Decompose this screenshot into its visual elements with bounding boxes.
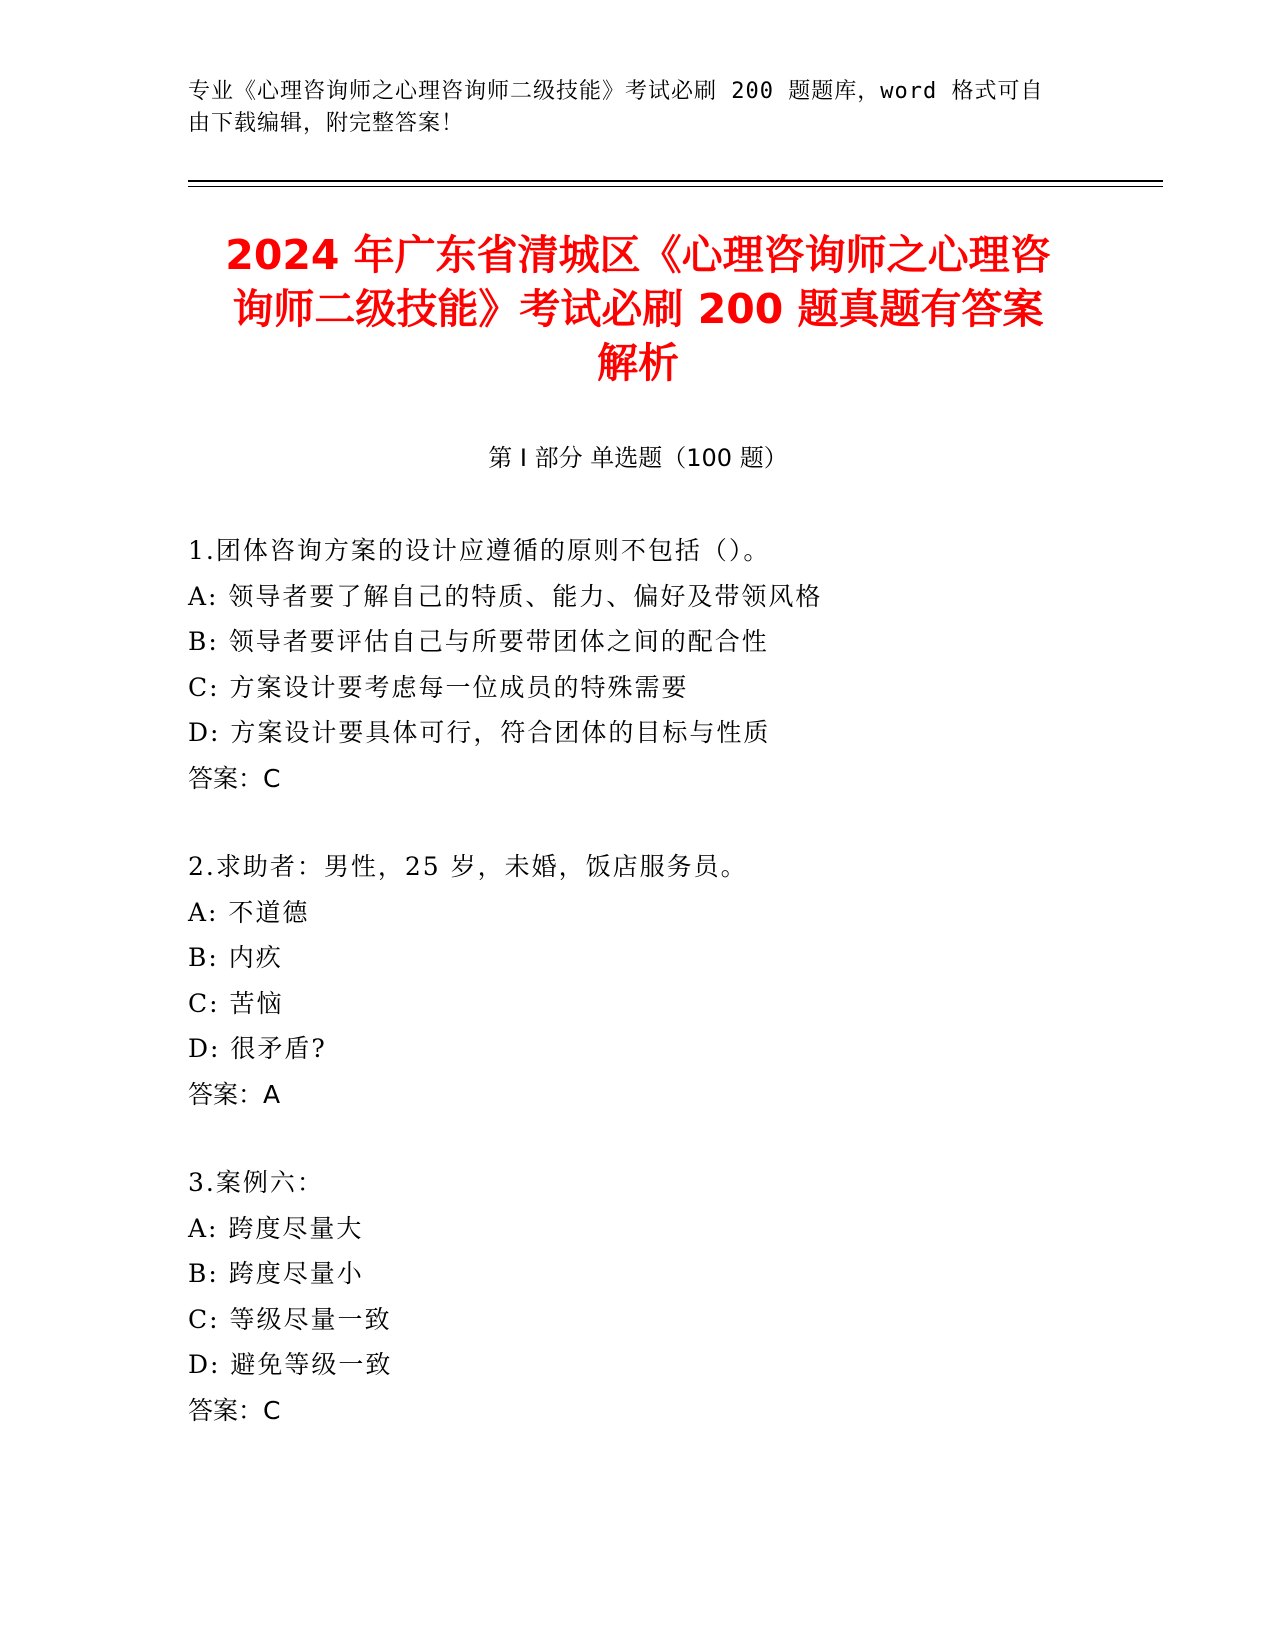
question-stem: 1.团体咨询方案的设计应遵循的原则不包括（）。 [188, 536, 771, 565]
title-line-3: 解析 [597, 339, 679, 387]
title-line-2: 询师二级技能》考试必刷 200 题真题有答案 [232, 285, 1044, 333]
question-stem: 2.求助者：男性，25 岁，未婚，饭店服务员。 [188, 852, 748, 881]
option-b: B: 领导者要评估自己与所要带团体之间的配合性 [188, 627, 769, 656]
answer-line: 答案：C [188, 1395, 281, 1425]
option-d: D: 很矛盾? [188, 1034, 327, 1063]
option-b: B: 跨度尽量小 [188, 1259, 364, 1288]
option-a: A: 不道德 [188, 897, 310, 927]
header-note [188, 76, 1088, 140]
option-a: A: 跨度尽量大 [188, 1213, 364, 1243]
answer-line: 答案：A [188, 1079, 281, 1109]
question-item [188, 528, 1088, 801]
section-heading: 第 I 部分 单选题（100 题） [488, 444, 788, 472]
question-stem: 3.案例六： [188, 1168, 324, 1197]
option-c: C: 方案设计要考虑每一位成员的特殊需要 [188, 672, 689, 702]
question-item [188, 844, 1088, 1117]
question-list [188, 528, 1088, 1476]
option-c: C: 苦恼 [188, 988, 284, 1018]
option-c: C: 等级尽量一致 [188, 1304, 392, 1334]
header-rule-thin [188, 186, 1163, 187]
header-note-line-1: 专业《心理咨询师之心理咨询师二级技能》考试必刷 200 题题库，word 格式可自 [188, 79, 1044, 104]
option-b: B: 内疚 [188, 943, 283, 972]
header-note-line-2: 由下载编辑，附完整答案！ [188, 111, 465, 136]
option-d: D: 避免等级一致 [188, 1350, 393, 1379]
option-a: A: 领导者要了解自己的特质、能力、偏好及带领风格 [188, 581, 823, 611]
title-line-1: 2024 年广东省清城区《心理咨询师之心理咨 [225, 231, 1051, 279]
question-item [188, 1160, 1088, 1433]
option-d: D: 方案设计要具体可行，符合团体的目标与性质 [188, 718, 771, 747]
document-title [188, 228, 1088, 390]
answer-line: 答案：C [188, 763, 281, 793]
header-rule-thick [188, 180, 1163, 182]
